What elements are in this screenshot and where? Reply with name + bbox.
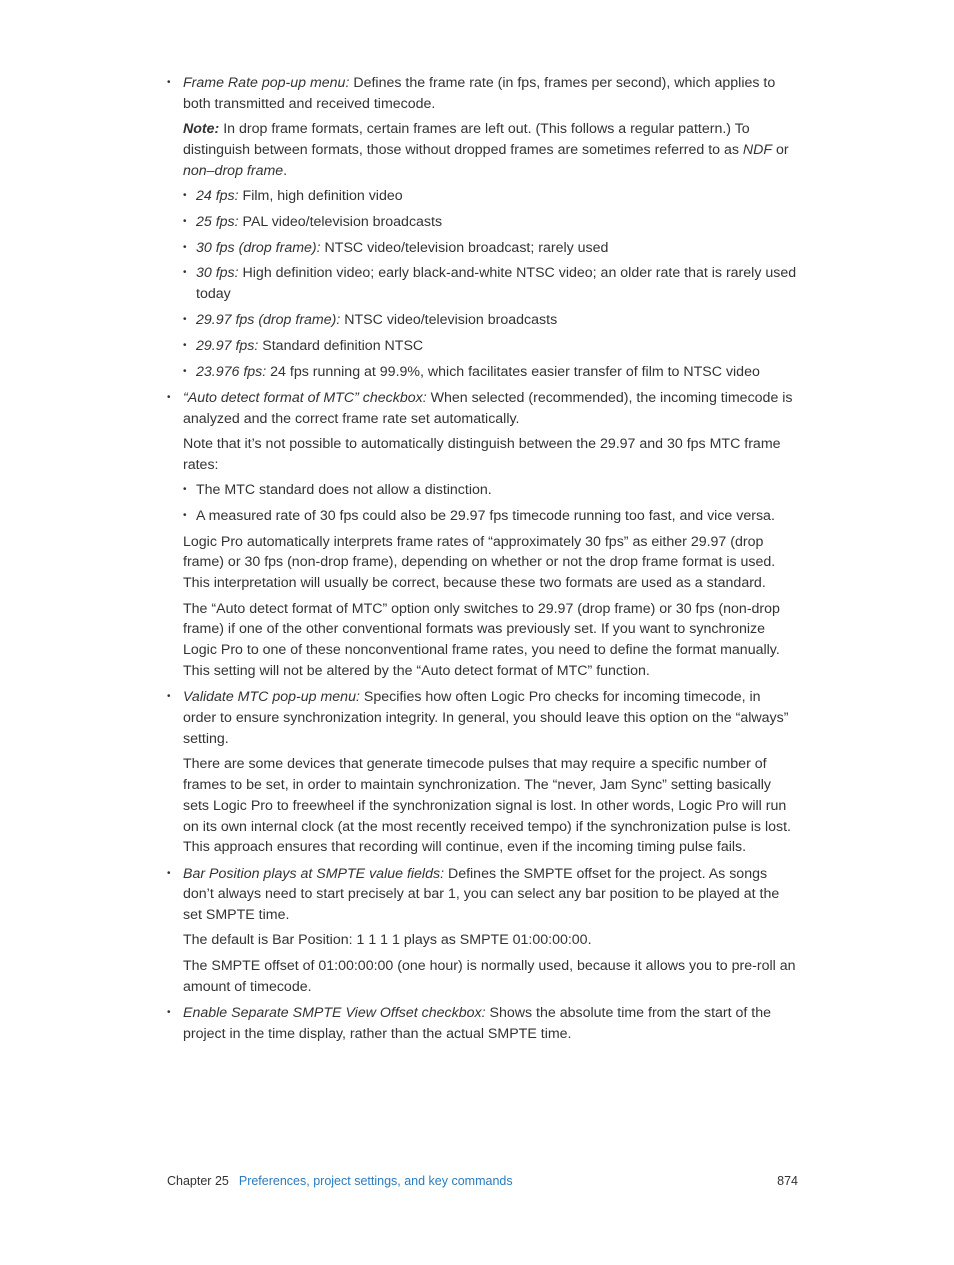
item-paragraph [183,1003,797,1045]
paragraph: There are some devices that generate timecode pulses that may require a specific number of frames to be set, in order to maintain synchronization. The “never, Jam Sync” setting basically sets Logic Pro to freewheel if the synchronization signal is lost. In other words, Logic Pro will run on its own internal clock (at the most recently received tempo) if the synchronization pulse is lost. This approach ensures that recording will continue, even if the incoming timing pulse fails. [183,756,791,856]
paragraph: The “Auto detect format of MTC” option only switches to 29.97 (drop frame) or 30 fps (non-drop frame) if one of the other conventional formats was previously set. If you want to synchronize Logic Pro to one of these nonconventional frame rates, you need to define the format manually. This setting will not be altered by the “Auto detect format of MTC” function. [183,600,780,679]
item-paragraph [183,388,797,430]
description: Defines the frame rate (in fps, frames per second), which applies to both transmitted and received timecode. [183,75,776,112]
sub-item: • 24 fps: Film, high definition video [183,187,403,204]
item-paragraph [183,73,797,115]
description: Shows the absolute time from the start of the project in the time display, rather than the actual SMPTE time. [183,1004,772,1042]
bullet: • [167,691,171,703]
note-label: Note: [183,121,220,138]
paragraph: The default is Bar Position: 1 1 1 1 plays as SMPTE 01:00:00:00. [183,932,592,949]
item-paragraph [183,864,797,926]
bullet: • [167,1006,171,1018]
bullet: • [167,867,171,879]
page-footer [167,1173,798,1189]
sub-item: • 29.97 fps (drop frame): NTSC video/television broadcasts [183,311,558,328]
term: Validate MTC pop-up menu: [183,689,360,706]
description: Defines the SMPTE offset for the project. As songs don’t always need to start precisely at bar 1, you can select any bar position to be played at the set SMPTE time. [183,865,780,924]
page-number: 874 [777,1174,798,1188]
item-paragraph [183,687,797,749]
list-item-validate-mtc [167,687,797,858]
sub-item: • 29.97 fps: Standard definition NTSC [183,337,424,354]
list-item-auto-detect [167,388,797,682]
list-item-frame-rate [167,73,797,382]
paragraph: Logic Pro automatically interprets frame rates of “approximately 30 fps” as either 29.97 (drop frame) or 30 fps (non-drop frame), depending on whether or not the drop frame format is used. This interpretation will usually be correct, because these two formats are used as a standard. [183,533,776,592]
list-item-bar-position [167,864,797,998]
sub-item: • 23.976 fps: 24 fps running at 99.9%, which facilitates easier transfer of film to NTSC video [183,363,760,380]
chapter-label: Chapter 25 [167,1174,229,1188]
sub-item: • A measured rate of 30 fps could also be 29.97 fps timecode running too fast, and vice versa. [183,507,775,524]
term: “Auto detect format of MTC” checkbox: [183,389,427,406]
sub-item: • 25 fps: PAL video/television broadcasts [183,213,443,230]
paragraph: Note that it’s not possible to automatically distinguish between the 29.97 and 30 fps MTC frame rates: [183,435,781,473]
bullet: • [167,77,171,88]
term: Enable Separate SMPTE View Offset checkbox: [183,1004,486,1021]
chapter-title-link[interactable]: Preferences, project settings, and key commands [238,1174,513,1188]
sub-item: • 30 fps (drop frame): NTSC video/television broadcast; rarely used [183,239,609,256]
paragraph: The SMPTE offset of 01:00:00:00 (one hour) is normally used, because it allows you to pre-roll an amount of timecode. [183,957,796,995]
document-body [167,73,797,1050]
note-paragraph: Note: In drop frame formats, certain frames are left out. (This follows a regular pattern.) To distinguish between formats, those without dropped frames are sometimes referred to as NDF or non–drop frame. [183,121,789,179]
term: Frame Rate pop-up menu: [183,75,350,91]
list-item-smpte-view-offset [167,1003,797,1045]
description: When selected (recommended), the incoming timecode is analyzed and the correct frame rate set automatically. [183,389,793,427]
sub-item: • 30 fps: High definition video; early black-and-white NTSC video; an older rate that is rarely used today [183,265,797,303]
sub-item: • The MTC standard does not allow a distinction. [183,482,492,499]
term: Bar Position plays at SMPTE value fields: [183,865,445,882]
bullet: • [167,391,171,403]
description: Specifies how often Logic Pro checks for incoming timecode, in order to ensure synchronization integrity. In general, you should leave this option on the “always” setting. [183,689,789,747]
